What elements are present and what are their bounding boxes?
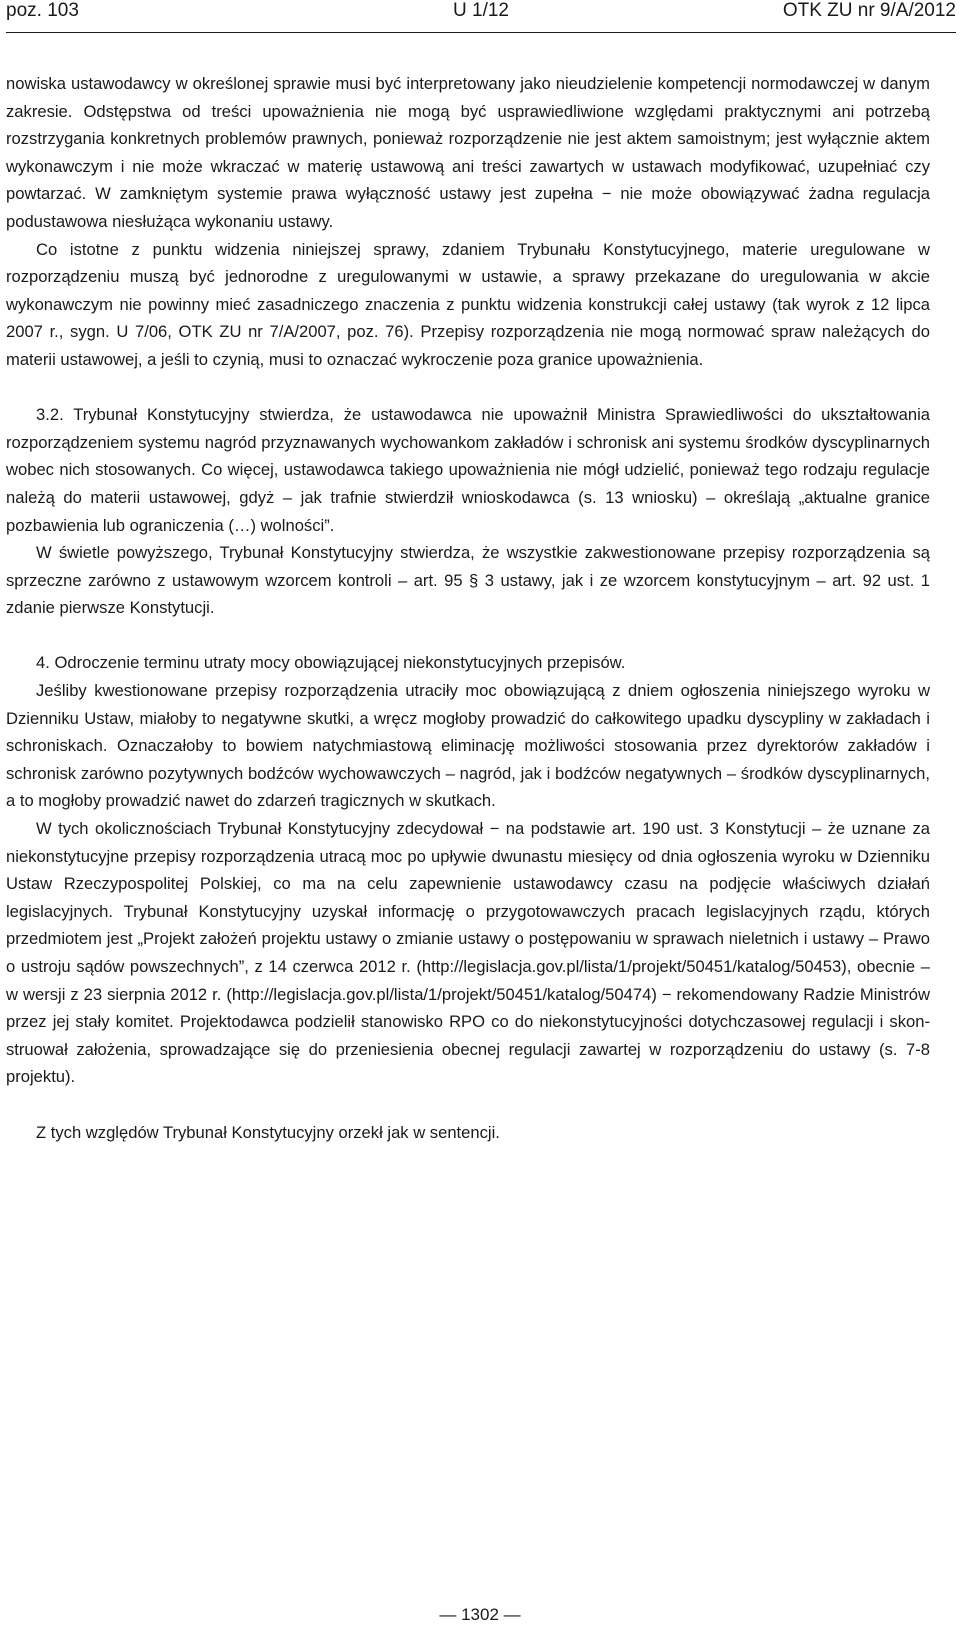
document-body — [6, 70, 930, 1146]
paragraph: Jeśliby kwestionowane przepisy rozporządzenia utraciły moc obowiązującą z dniem ogłoszenia niniejszego wyroku w Dzienniku Ustaw, miałoby to negatywne skutki, a wręcz mogłoby prowadzić do całkowitego upadku dyscypliny w zakładach i schroniskach. Oznaczałoby to bowiem natychmiastową eliminację możliwości stosowania przez dyrektorów zakładów i schronisk zarówno pozytywnych bodźców wychowawczych – nagród, jak i bodźców negatywnych – środków dyscyplinarnych, a to mogłoby prowadzić nawet do zdarzeń tragicznych w skutkach. — [6, 681, 930, 811]
header-publication-reference: OTK ZU nr 9/A/2012 — [782, 0, 956, 21]
page-footer-number: — 1302 — — [439, 1605, 521, 1624]
paragraph: W świetle powyższego, Trybunał Konstytucyjny stwierdza, że wszystkie zakwestionowane przepisy rozporządzenia są sprzeczne zarówno z ustawowym wzorcem kontroli – art. 95 § 3 ustawy, jak i ze wzorcem konstytucyjnym – art. 92 ust. 1 zdanie pierwsze Konstytucji. — [6, 543, 930, 618]
paragraph-continuation: nowiska ustawodawcy w określonej sprawie musi być interpretowany jako nieudzielenie kompetencji normodawczej w danym zakresie. Odstępstwa od treści upoważnienia nie mogą być usprawiedliwione względami praktycznymi ani potrzebą rozstrzygania konkretnych problemów prawnych, ponieważ rozporządzenie nie jest aktem samoistnym; jest wyłącznie aktem wykonawczym i nie może wkraczać w materię ustawową ani treści zawartych w ustawach modyfikować, uzupełniać czy powtarzać. W zamkniętym systemie prawa wyłączność ustawy jest zupełna − nie może obowiązywać żadna regulacja podustawowa niesłużąca wykonaniu ustawy. — [6, 74, 930, 231]
header-position-number: poz. 103 — [6, 0, 79, 21]
closing-statement: Z tych względów Trybunał Konstytucyjny orzekł jak w sentencji. — [36, 1122, 500, 1142]
header-case-reference: U 1/12 — [453, 0, 509, 21]
paragraph: W tych okolicznościach Trybunał Konstytucyjny zdecydował − na podstawie art. 190 ust. 3 Konstytucji – że uznane za niekonstytucyjne przepisy rozporządzenia utracą moc po upływie dwunastu miesięcy od dnia ogłoszenia wyroku w Dzienniku Ustaw Rzeczypospolitej Polskiej, co ma na celu zapewnienie ustawodawcy czasu na podjęcie właściwych działań legislacyjnych. Trybunał Konstytucyjny uzyskał informację o przygotowawczych pracach legislacyjnych rządu, których przedmiotem jest „Projekt założeń projektu ustawy o zmianie ustawy o postępowaniu w sprawach nieletnich i ustawy – Prawo o ustroju sądów powszechnych”, z 14 czerwca 2012 r. (http://legislacja.gov.pl/lista/1/projekt/50451/katalog/50453), obecnie – w wersji z 23 sierpnia 2012 r. (http://legislacja.gov.pl/lista/1/projekt/50451/katalog/50474) − rekomendowany Radzie Ministrów przez jej stały komitet. Projektodawca podzielił stanowisko RPO co do niekonstytucyjności dotychczasowej regulacji i skonstruował założenia, sprowadzające się do przeniesienia obecnej regulacji zawartej w rozporządzeniu do ustawy (s. 7-8 projektu). — [6, 819, 930, 1087]
section-heading-4: 4. Odroczenie terminu utraty mocy obowiązującej niekonstytucyjnych przepisów. — [36, 653, 626, 673]
page-header — [6, 0, 956, 33]
paragraph-section-3-2: 3.2. Trybunał Konstytucyjny stwierdza, że ustawodawca nie upoważnił Ministra Sprawiedliwości do ukształtowania rozporządzeniem systemu nagród przyznawanych wychowankom zakładów i schronisk ani systemu środków dyscyplinarnych wobec nich stosowanych. Co więcej, ustawodawca takiego upoważnienia nie mógł udzielić, ponieważ tego rodzaju regulacje należą do materii ustawowej, gdyż – jak trafnie stwierdził wnioskodawca (s. 13 wniosku) – określają „aktualne granice pozbawienia lub ograniczenia (…) wolności”. — [6, 405, 930, 535]
paragraph: Co istotne z punktu widzenia niniejszej sprawy, zdaniem Trybunału Konstytucyjnego, materie uregulowane w rozporządzeniu muszą być jednorodne z uregulowanymi w ustawie, a sprawy przekazane do uregulowania w akcie wykonawczym nie powinny mieć zasadniczego znaczenia z punktu widzenia konstrukcji całej ustawy (tak wyrok z 12 lipca 2007 r., sygn. U 7/06, OTK ZU nr 7/A/2007, poz. 76). Przepisy rozporządzenia nie mogą normować spraw należących do materii ustawowej, a jeśli to czynią, musi to oznaczać wykroczenie poza granice upoważnienia. — [6, 239, 930, 369]
